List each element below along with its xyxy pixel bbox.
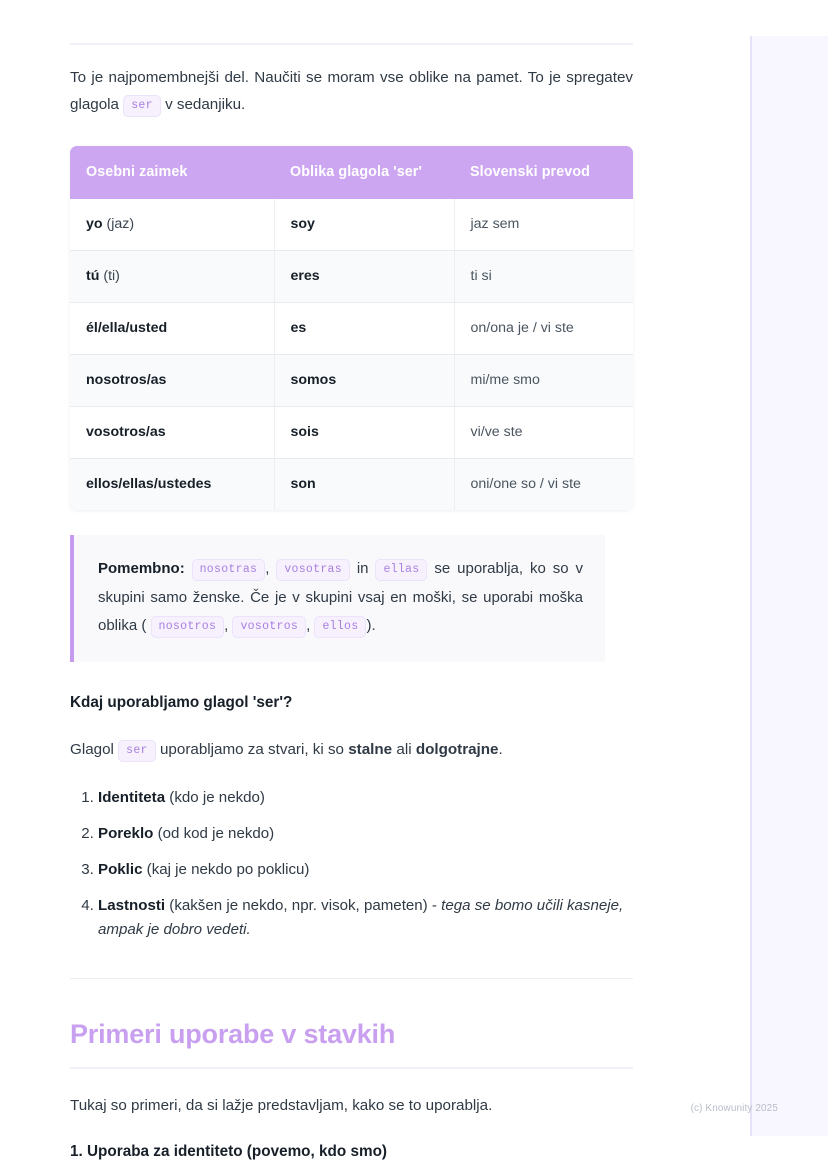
table-row (70, 303, 633, 355)
list-item (98, 894, 633, 942)
document-content (70, 0, 633, 1163)
callout-label-colon: : (179, 560, 185, 577)
table-row (70, 199, 633, 251)
reason-bold: Poklic (98, 861, 143, 878)
reason-rest: (kaj je nekdo po poklicu) (146, 861, 310, 878)
intro-paragraph (70, 64, 633, 119)
cell-pronoun (70, 459, 274, 511)
watermark: (c) Knowunity 2025 (690, 1103, 778, 1114)
important-callout (70, 535, 605, 662)
cell-pronoun (70, 303, 274, 355)
usage-text-before: Glagol (70, 741, 114, 758)
intro-text-after: v sedanjiku. (165, 96, 246, 113)
reason-rest: (od kod je nekdo) (157, 825, 275, 842)
cell-pronoun (70, 355, 274, 407)
callout-sep-3: , (306, 617, 311, 634)
list-item (98, 822, 633, 846)
cell-pronoun (70, 251, 274, 303)
cell-pronoun (70, 199, 274, 251)
cell-translation: vi/ve ste (454, 407, 633, 459)
code-chip-ellos: ellos (314, 616, 366, 638)
code-chip-ser-intro: ser (123, 95, 161, 117)
table-row (70, 251, 633, 303)
cell-verb-form: son (274, 459, 454, 511)
code-chip-nosotros: nosotros (151, 616, 225, 638)
code-chip-vosotros: vosotros (232, 616, 306, 638)
cell-verb-form: sois (274, 407, 454, 459)
reason-italic: tega se bomo učili kasneje, ampak je dobro vedeti. (98, 897, 624, 938)
example-item-1-heading: 1. Uporaba za identiteto (povemo, kdo smo) (70, 1143, 388, 1160)
callout-text-end: ). (366, 617, 376, 634)
list-item (98, 858, 633, 882)
usage-reasons-list (70, 786, 633, 942)
table-row (70, 355, 633, 407)
callout-conjunction: in (356, 560, 369, 577)
cell-pronoun (70, 407, 274, 459)
callout-text-mid: se uporablja, ko so v skupini samo ženske. Če je v skupini vsaj en moški, se uporabi moška oblika ( (98, 560, 583, 634)
table-header-pronoun: Osebni zaimek (70, 146, 274, 199)
reason-rest: (kdo je nekdo) (169, 789, 265, 806)
usage-paragraph (70, 736, 633, 764)
cell-translation: ti si (454, 251, 633, 303)
pronoun-bold: ellos/ellas/ustedes (86, 476, 212, 492)
reason-rest: (kakšen je nekdo, npr. visok, pameten) - (169, 897, 437, 914)
table-header-row (70, 146, 633, 199)
table-row (70, 459, 633, 511)
cell-translation: jaz sem (454, 199, 633, 251)
table-header-translation: Slovenski prevod (454, 146, 633, 199)
cell-translation: oni/one so / vi ste (470, 476, 581, 492)
cell-verb-form: eres (274, 251, 454, 303)
callout-label: Pomembno (98, 560, 180, 577)
code-chip-nosotras: nosotras (192, 559, 266, 581)
cell-translation: mi/me smo (454, 355, 633, 407)
pronoun-bold: él/ella/usted (86, 320, 168, 336)
usage-heading: Kdaj uporabljamo glagol 'ser'? (70, 694, 293, 711)
table-body (70, 199, 633, 510)
cell-verb-form: es (274, 303, 454, 355)
reason-bold: Lastnosti (98, 897, 166, 914)
right-side-panel (750, 36, 828, 1136)
usage-bold-dolgotrajne: dolgotrajne (415, 741, 499, 758)
cell-translation: on/ona je / vi ste (454, 303, 633, 355)
code-chip-ellas: ellas (375, 559, 427, 581)
reason-bold: Poreklo (98, 825, 154, 842)
usage-text-after: uporabljamo za stvari, ki so (159, 741, 344, 758)
usage-text-end: . (498, 741, 503, 758)
table-row (70, 407, 633, 459)
pronoun-bold: nosotros/as (86, 372, 167, 388)
code-chip-vosotras: vosotras (276, 559, 350, 581)
pronoun-bold: yo (86, 216, 103, 232)
code-chip-ser-usage: ser (118, 740, 156, 762)
pronoun-bold: vosotros/as (86, 424, 166, 440)
callout-sep-2: , (224, 617, 229, 634)
pronoun-gloss: (jaz) (106, 216, 135, 232)
callout-sep-1: , (265, 560, 270, 577)
reason-bold: Identiteta (98, 789, 166, 806)
pronoun-gloss: (ti) (103, 268, 120, 284)
pronoun-bold: tú (86, 268, 100, 284)
list-item (98, 786, 633, 810)
usage-text-mid: ali (396, 741, 412, 758)
intro-text-before: To je najpomembnejši del. Naučiti se moram vse oblike na pamet. To je spregatev glagola (70, 69, 633, 113)
table-header-verb-form: Oblika glagola 'ser' (274, 146, 454, 199)
conjugation-table (70, 146, 633, 510)
examples-intro-paragraph: Tukaj so primeri, da si lažje predstavljam, kako se to uporablja. (70, 1097, 493, 1114)
cell-verb-form: soy (274, 199, 454, 251)
cell-verb-form: somos (274, 355, 454, 407)
examples-section-heading: Primeri uporabe v stavkih (70, 1019, 396, 1049)
callout-text (98, 555, 583, 641)
usage-bold-stalne: stalne (348, 741, 393, 758)
